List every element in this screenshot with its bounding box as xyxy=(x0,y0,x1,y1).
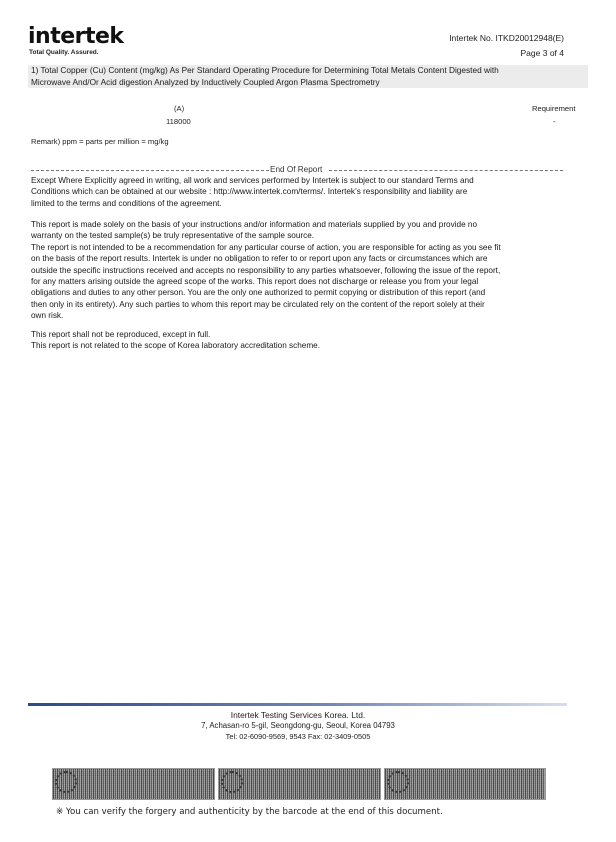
security-barcode xyxy=(218,768,381,800)
footer-contact: Tel: 02-6090-9569, 9543 Fax: 02-3409-0505 xyxy=(225,732,371,741)
disclaimer-line: obligations and duties to any other person. You are the only one authorized to permit copying or distribution of this report (and xyxy=(31,288,486,298)
end-of-report-label: End Of Report xyxy=(270,165,323,174)
disclaimer-line: warranty on the tested sample(s) be truly representative of the sample source. xyxy=(31,231,315,241)
disclaimer-line: outside the specific instructions received and accepts no responsibility to any parties whatsoever, following the issue of the report, xyxy=(31,265,501,275)
logo-tagline: Total Quality. Assured. xyxy=(29,49,99,56)
terms-line: Conditions which can be obtained at our website : http://www.intertek.com/terms/. Intertek’s responsibility and liability are xyxy=(31,187,468,197)
disclaimer-line: for any matters arising outside the agreed scope of the works. This report does not discharge or release you from your legal xyxy=(31,277,479,287)
divider-dash-left xyxy=(31,170,269,171)
barcode-seal-icon xyxy=(387,771,409,793)
disclaimer-line: own risk. xyxy=(31,311,64,321)
test-heading-line-1: 1) Total Copper (Cu) Content (mg/kg) As Per Standard Operating Procedure for Determining Total Metals Content Digested with xyxy=(31,65,499,75)
terms-line: Except Where Explicitly agreed in writing, all work and services performed by Intertek is subject to our standard Terms and xyxy=(31,176,474,185)
remark-text: Remark) ppm = parts per million = mg/kg xyxy=(31,137,169,146)
test-heading-line-2: Microwave And/Or Acid digestion Analyzed by Inductively Coupled Argon Plasma Spectrometry xyxy=(31,76,380,87)
footer-company: Intertek Testing Services Korea. Ltd. xyxy=(230,710,366,720)
reproduction-line: This report shall not be reproduced, except in full. xyxy=(31,330,211,339)
disclaimer-line: This report is made solely on the basis of your instructions and/or information and materials supplied by you and provide no xyxy=(31,220,478,229)
sample-result-value: 118000 xyxy=(166,117,191,126)
accreditation-line: This report is not related to the scope of Korea laboratory accreditation scheme. xyxy=(31,341,320,351)
disclaimer-paragraph xyxy=(31,219,591,322)
requirement-column-header: Requirement xyxy=(532,104,576,113)
security-barcode xyxy=(384,768,546,800)
barcode-seal-icon xyxy=(221,771,243,793)
report-number: Intertek No. ITKD20012948(E) xyxy=(449,33,564,43)
footer-address: 7, Achasan-ro 5-gil, Seongdong-gu, Seoul, Korea 04793 xyxy=(201,721,395,730)
disclaimer-line: The report is not intended to be a recommendation for any particular course of action, you are responsible for acting as you see fit xyxy=(31,242,501,252)
test-section-heading xyxy=(28,65,588,88)
terms-line: limited to the terms and conditions of the agreement. xyxy=(31,198,222,208)
footer-divider xyxy=(28,703,567,706)
page-number: Page 3 of 4 xyxy=(520,48,564,58)
disclaimer-line: then only in its entirety). Any such parties to whom this report may be circulated rely on the content of the report solely at their xyxy=(31,299,485,309)
end-of-report-divider xyxy=(31,165,563,175)
divider-dash-right xyxy=(329,170,563,171)
terms-paragraph xyxy=(31,175,591,209)
security-barcode xyxy=(52,768,215,800)
disclaimer-line: on the basis of the report results. Intertek is under no obligation to refer to or report upon any facts or circumstances which are xyxy=(31,254,488,264)
sample-column-header: (A) xyxy=(174,104,185,113)
requirement-value: - xyxy=(553,117,556,126)
verification-note: ※ You can verify the forgery and authenticity by the barcode at the end of this document. xyxy=(56,807,443,817)
barcode-seal-icon xyxy=(55,771,77,793)
reproduction-paragraph xyxy=(31,329,591,352)
intertek-logo: intertek xyxy=(28,24,124,49)
